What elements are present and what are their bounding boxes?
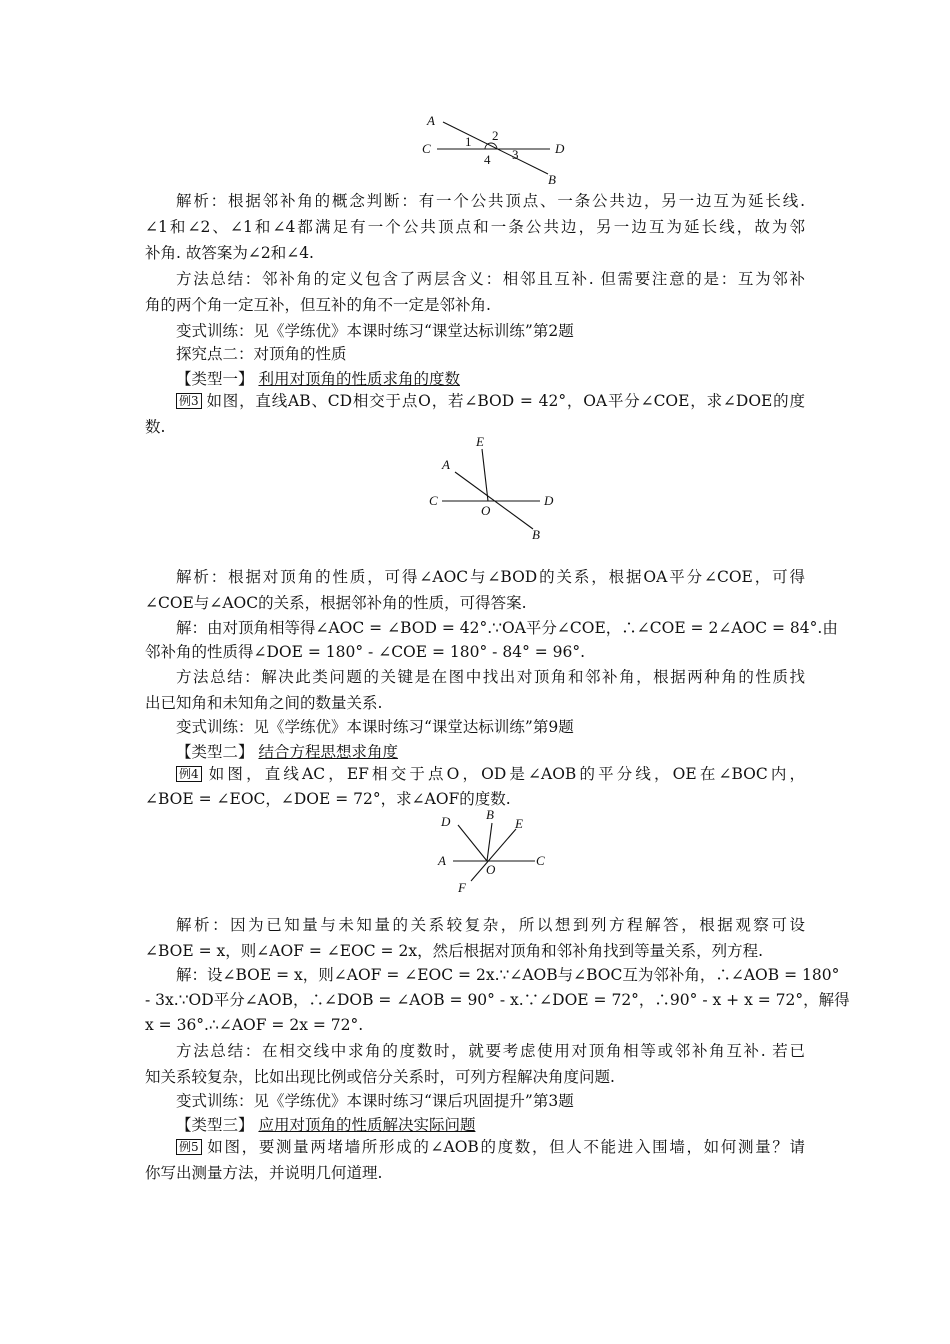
summary-1-line-2: 角的两个角一定互补，但互补的角不一定是邻补角. — [145, 296, 491, 314]
analysis-1-line-3: 补角. 故答案为∠2和∠4. — [145, 244, 314, 262]
solution-3-line-2: 邻补角的性质得∠DOE = 180° - ∠COE = 180° - 84° = 96°. — [145, 643, 586, 661]
label-2: 2 — [492, 128, 499, 143]
label-f: F — [458, 880, 466, 895]
label-b: B — [486, 807, 494, 822]
example-5-line-2: 你写出测量方法，并说明几何道理. — [145, 1164, 383, 1182]
type-3-bracket: 【类型三】 — [176, 1116, 254, 1134]
label-c: C — [422, 141, 431, 156]
label-c: C — [429, 493, 438, 508]
example-5-line-1 — [176, 1134, 805, 1160]
section-heading-2: 探究点二：对顶角的性质 — [176, 345, 347, 363]
analysis-2-line-1: 解析：根据对顶角的性质，可得∠AOC与∠BOD的关系，根据OA平分∠COE，可得 — [176, 568, 805, 586]
label-b: B — [532, 527, 540, 542]
example-3-text: 如图，直线AB、CD相交于点O，若∠BOD = 42°，OA平分∠COE，求∠DOE的度 — [205, 392, 805, 410]
example-5-text: 如图，要测量两堵墙所形成的∠AOB的度数，但人不能进入围墙，如何测量？请 — [205, 1138, 805, 1156]
label-a: A — [427, 113, 435, 128]
summary-1-line-1: 方法总结：邻补角的定义包含了两层含义：相邻且互补. 但需要注意的是：互为邻补 — [176, 270, 805, 288]
figure-angles-1234 — [415, 108, 575, 188]
label-d: D — [441, 814, 451, 829]
summary-2-line-2: 出已知角和未知角之间的数量关系. — [145, 694, 383, 712]
variant-training-1: 变式训练：见《学练优》本课时练习“课堂达标训练”第2题 — [176, 322, 574, 340]
example-4-badge: 例4 — [176, 766, 202, 782]
variant-training-3: 变式训练：见《学练优》本课时练习“课后巩固提升”第3题 — [176, 1092, 574, 1110]
type-3-title: 应用对顶角的性质解决实际问题 — [258, 1116, 476, 1134]
type-1-bracket: 【类型一】 — [176, 370, 254, 388]
example-4-line-2: ∠BOE = ∠EOC，∠DOE = 72°，求∠AOF的度数. — [145, 790, 511, 808]
label-1: 1 — [465, 134, 472, 149]
example-4-line-1 — [176, 761, 805, 787]
label-o: O — [481, 503, 491, 518]
analysis-3-line-1: 解析：因为已知量与未知量的关系较复杂，所以想到列方程解答，根据观察可设 — [176, 916, 805, 934]
type-1-title: 利用对顶角的性质求角的度数 — [258, 370, 460, 388]
analysis-1-line-1: 解析：根据邻补角的概念判断：有一个公共顶点、一条公共边，另一边互为延长线. — [176, 192, 805, 210]
example-3-badge: 例3 — [176, 393, 202, 409]
example-5-badge: 例5 — [176, 1139, 202, 1155]
analysis-3-line-2: ∠BOE = x，则∠AOF = ∠EOC = 2x，然后根据对顶角和邻补角找到等量关系，列方程. — [145, 942, 763, 960]
label-e: E — [515, 816, 523, 831]
solution-4-line-3: x = 36°.∴∠AOF = 2x = 72°. — [145, 1016, 364, 1034]
summary-3-line-2: 知关系较复杂，比如出现比例或倍分关系时，可列方程解决角度问题. — [145, 1068, 615, 1086]
label-d: D — [555, 141, 565, 156]
label-d: D — [544, 493, 554, 508]
label-e: E — [476, 434, 484, 449]
label-4: 4 — [484, 152, 491, 167]
ray-oe — [482, 449, 488, 501]
summary-2-line-1: 方法总结：解决此类问题的关键是在图中找出对顶角和邻补角，根据两种角的性质找 — [176, 668, 805, 686]
figure-example-3 — [420, 432, 570, 544]
label-3: 3 — [512, 147, 519, 162]
figure-example-4 — [425, 805, 555, 900]
label-o: O — [486, 862, 496, 877]
type-2-title: 结合方程思想求角度 — [258, 743, 398, 761]
label-a: A — [438, 853, 446, 868]
label-c: C — [536, 853, 545, 868]
solution-4-line-1: 解：设∠BOE = x，则∠AOF = ∠EOC = 2x.∵∠AOB与∠BOC互为邻补角，∴∠AOB = 180° — [176, 966, 840, 984]
label-b: B — [548, 172, 556, 187]
label-a: A — [442, 457, 450, 472]
solution-3-line-1: 解：由对顶角相等得∠AOC = ∠BOD = 42°.∵OA平分∠COE，∴∠COE = 2∠AOC = 84°.由 — [176, 619, 838, 637]
solution-4-line-2: - 3x.∵OD平分∠AOB，∴∠DOB = ∠AOB = 90° - x.∵∠DOE = 72°，∴90° - x + x = 72°，解得 — [145, 991, 850, 1009]
ray-od — [458, 825, 487, 861]
ray-ob — [487, 823, 492, 861]
variant-training-2: 变式训练：见《学练优》本课时练习“课堂达标训练”第9题 — [176, 718, 574, 736]
analysis-1-line-2: ∠1和∠2、∠1和∠4都满足有一个公共顶点和一条公共边，另一边互为延长线，故为邻 — [145, 218, 805, 236]
summary-3-line-1: 方法总结：在相交线中求角的度数时，就要考虑使用对顶角相等或邻补角互补. 若已 — [176, 1042, 805, 1060]
type-2-bracket: 【类型二】 — [176, 743, 254, 761]
example-4-text: 如图，直线AC，EF相交于点O，OD是∠AOB的平分线，OE在∠BOC内， — [205, 765, 805, 783]
example-3-line-2: 数. — [145, 418, 166, 436]
analysis-2-line-2: ∠COE与∠AOC的关系，根据邻补角的性质，可得答案. — [145, 594, 527, 612]
example-3-line-1 — [176, 388, 805, 414]
